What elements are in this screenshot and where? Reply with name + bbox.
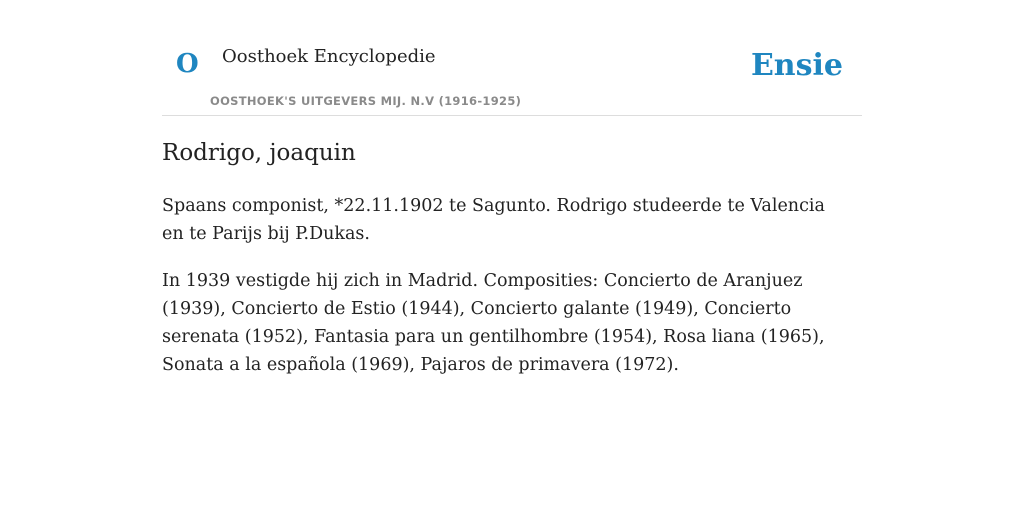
- source-header: [162, 0, 862, 116]
- source-logo[interactable]: O: [176, 49, 199, 79]
- ensie-logo-link[interactable]: Ensie: [750, 48, 843, 83]
- publisher-label: OOSTHOEK'S UITGEVERS MIJ. N.V (1916-1925): [210, 94, 522, 108]
- article-paragraph: In 1939 vestigde hij zich in Madrid. Composities: Concierto de Aranjuez (1939), Concierto de Estio (1944), Concierto galante (1949), Concierto serenata (1952), Fantasia para un gentilhombre (1954), Rosa liana (1965), Sonata a la española (1969), Pajaros de primavera (1972).: [162, 271, 825, 375]
- article-body: [162, 192, 852, 398]
- article-title: Rodrigo, joaquin: [162, 140, 356, 166]
- page-container: [162, 0, 862, 375]
- article-paragraph: Spaans componist, *22.11.1902 te Sagunto. Rodrigo studeerde te Valencia en te Parijs bij P.Dukas.: [162, 196, 825, 244]
- source-title-link[interactable]: Oosthoek Encyclopedie: [222, 46, 436, 67]
